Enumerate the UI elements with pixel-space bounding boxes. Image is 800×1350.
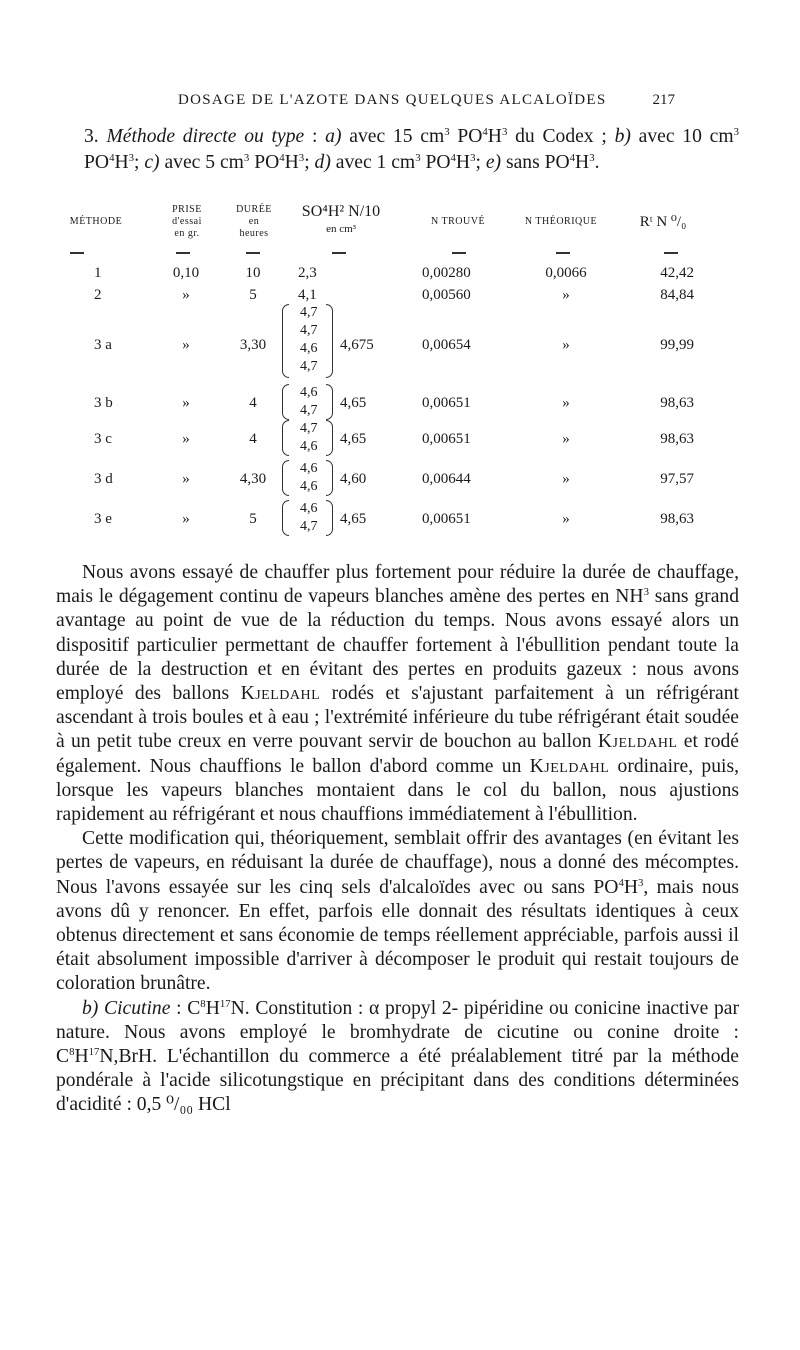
- text-run: N,BrH. L'échantillon du commerce a été préalablement titré par la méthode pondérale à l'acide silicotungstique en précipitant dans des conditions déterminées d'acidité : 0,5 ⁰/₀₀ HCl: [56, 1046, 739, 1116]
- intro-colon: :: [304, 126, 326, 147]
- row-rendement: 42,42: [660, 265, 694, 281]
- header-rule: [664, 252, 678, 254]
- so4h2-value: 4,6: [300, 479, 318, 494]
- text-run: , mais nous avons dû y renoncer. En effet, parfois elle donnait des résultats identiques à ceux obtenus directement et sans économie de temps réellement appréciable, parfois aussi il était absolument impossible d'arriver à décomposer le produit qui restait toujours de coloration brunâtre.: [56, 876, 739, 995]
- text-run: et rodé également. Nous chauffions le ballon d'abord comme un: [56, 731, 739, 777]
- intro-codex: du Codex ;: [507, 126, 615, 147]
- paragraph-heating: [56, 561, 739, 827]
- left-brace: [282, 384, 289, 420]
- right-brace: [326, 420, 333, 456]
- header-n-theorique: N THÉORIQUE: [524, 216, 598, 227]
- sup: 17: [88, 1046, 100, 1059]
- row-method: 3 e: [94, 511, 112, 527]
- item-label: b): [82, 997, 99, 1019]
- row-mean: 4,65: [340, 511, 367, 527]
- so4h2-value: 4,7: [300, 519, 318, 534]
- header-n-trouve: N TROUVÉ: [430, 216, 486, 227]
- row-rendement: 98,63: [660, 395, 694, 411]
- row-duree: 4: [249, 395, 257, 411]
- header-rule: [452, 252, 466, 254]
- author-name: Kjeldahl: [597, 731, 678, 753]
- sup: 3: [243, 152, 250, 164]
- results-table: [56, 196, 746, 536]
- chem: H: [575, 152, 590, 173]
- so4h2-value: 4,7: [300, 403, 318, 418]
- row-method: [94, 336, 112, 354]
- text-run: sans grand avantage au point de vue de la réduction du temps. Nous avons essayé alors un dispositif particulier permettant de chauffer fortement à l'ébullition pendant toute la durée de la destruction et en évitant des pertes en produits gazeux : nous avons employé des ballons: [56, 586, 739, 705]
- text-run: H: [623, 876, 638, 898]
- header-rule: [246, 252, 260, 254]
- so4h2-value: 4,6: [300, 501, 318, 516]
- header-rule: [332, 252, 346, 254]
- row-prise: »: [182, 337, 190, 353]
- body-text: [56, 561, 739, 1118]
- text-run: H: [74, 1046, 89, 1068]
- text-run: Cette modification qui, théoriquement, semblait offrir des avantages (en évitant les pertes de vapeurs, en réduisant la durée de chauffage), nous a donné des mécomptes. Nous l'avons essayée sur les cinq sels d'alcaloïdes avec ou sans PO: [56, 828, 739, 898]
- sup: 4: [618, 876, 624, 889]
- text-run: H: [205, 997, 220, 1019]
- row-method: 3 d: [94, 471, 113, 487]
- right-brace: [326, 500, 333, 536]
- row-n-trouve: 0,00651: [422, 431, 471, 447]
- row-so4h2-values: [300, 304, 318, 376]
- intro-d-label: d): [314, 152, 331, 173]
- running-title: DOSAGE DE L'AZOTE DANS QUELQUES ALCALOÏDES: [178, 92, 607, 108]
- sup: 3: [444, 126, 450, 138]
- intro-b-text: avec 10 cm: [630, 126, 734, 147]
- row-so4h2-values: [300, 420, 318, 456]
- header-so4h2: [286, 202, 396, 236]
- sup: 4: [279, 152, 285, 164]
- so4h2-value: 4,6: [300, 385, 318, 400]
- row-n-trouve: 0,00651: [422, 395, 471, 411]
- row-duree: 5: [249, 287, 257, 303]
- text-run: ordinaire, puis, lorsque les vapeurs blanches montaient dans le col du ballon, nous ajustions rapidement au réfrigérant et nous chauffions immédiatement à l'ébullition.: [56, 755, 739, 826]
- intro-b-label: b): [614, 126, 631, 147]
- row-n-theorique: 0,0066: [545, 265, 587, 281]
- row-so4h2-values: [300, 384, 318, 420]
- sep: ;: [304, 152, 315, 173]
- header-prise: [152, 204, 222, 240]
- header-rule: [70, 252, 84, 254]
- sep: ;: [475, 152, 486, 173]
- intro-d-text: avec 1 cm: [330, 152, 416, 173]
- chem: H: [284, 152, 299, 173]
- chem: PO: [84, 152, 110, 173]
- intro-a-label: a): [325, 126, 342, 147]
- left-brace: [282, 460, 289, 496]
- row-mean: 4,65: [340, 395, 367, 411]
- row-so4h2-values: [300, 500, 318, 536]
- header-so4h2-unit: en cm³: [326, 223, 356, 235]
- row-duree: 5: [249, 511, 257, 527]
- row-n-trouve: 0,00651: [422, 511, 471, 527]
- intro-title: Méthode directe ou type: [106, 126, 305, 147]
- header-rule: [556, 252, 570, 254]
- chem: H: [114, 152, 129, 173]
- sup: 3: [470, 152, 476, 164]
- row-n-theorique: »: [562, 431, 570, 447]
- header-duree-line: en: [248, 216, 260, 227]
- paragraph-cicutine: [56, 997, 739, 1118]
- right-brace: [326, 460, 333, 496]
- intro-a-text: avec 15 cm: [341, 126, 445, 147]
- row-n-trouve: 0,00560: [422, 287, 471, 303]
- paragraph-modification: [56, 827, 739, 996]
- intro-c-text: avec 5 cm: [159, 152, 244, 173]
- row-n-theorique: »: [562, 395, 570, 411]
- chem: PO: [249, 152, 280, 173]
- sup: 3: [589, 152, 595, 164]
- row-duree: 10: [245, 265, 261, 281]
- row-n-trouve: 0,00280: [422, 265, 471, 281]
- author-name: Kjeldahl: [529, 755, 610, 777]
- row-prise: 0,10: [172, 265, 200, 281]
- row-n-trouve: 0,00644: [422, 471, 471, 487]
- so4h2-value: 4,7: [300, 359, 318, 374]
- header-duree-line: heures: [239, 228, 269, 239]
- header-rendement: Rᵗ N ⁰/₀: [639, 214, 687, 230]
- header-prise-line: d'essai: [172, 216, 202, 227]
- so4h2-value: 4,6: [300, 461, 318, 476]
- row-prise: »: [182, 471, 190, 487]
- row-n-theorique: »: [562, 511, 570, 527]
- row-prise: »: [182, 287, 190, 303]
- row-rendement: 97,57: [660, 471, 694, 487]
- row-method: 3 c: [94, 431, 112, 447]
- intro-c-label: c): [144, 152, 160, 173]
- so4h2-value: 4,7: [300, 421, 318, 436]
- text-run: Nous avons essayé de chauffer plus fortement pour réduire la durée de chauffage, mais le dégagement continu de vapeurs blanches amène des pertes en NH: [56, 562, 739, 608]
- sup: 3: [298, 152, 305, 164]
- text-run: rodés et s'ajustant parfaitement à un réfrigérant ascendant à trois boules et à eau ; l'extrémité inférieure du tube réfrigérant était soudée à un petit tube creux en verre pouvant servir de bouchon au ballon: [56, 683, 739, 753]
- row-n-trouve: 0,00654: [422, 337, 471, 353]
- row-method-label: 3 a: [94, 337, 112, 353]
- compound-name: Cicutine: [98, 997, 171, 1019]
- sup: 3: [643, 586, 649, 599]
- method-intro: [56, 124, 739, 176]
- chem: PO: [420, 152, 451, 173]
- author-name: Kjeldahl: [240, 683, 321, 705]
- header-methode: MÉTHODE: [69, 216, 123, 227]
- row-mean: 4,65: [340, 431, 367, 447]
- intro-end: .: [594, 152, 600, 173]
- sup: 4: [109, 152, 115, 164]
- left-brace: [282, 420, 289, 456]
- row-rendement: 99,99: [660, 337, 694, 353]
- header-so4h2-text: SO⁴H² N/10: [301, 203, 381, 220]
- row-rendement: 98,63: [660, 511, 694, 527]
- right-brace: [326, 304, 333, 378]
- intro-e-text: sans PO: [501, 152, 570, 173]
- sup: 3: [128, 152, 134, 164]
- sup: 4: [569, 152, 576, 164]
- row-method: 3 b: [94, 395, 113, 411]
- header-duree: [224, 204, 284, 240]
- sep: ;: [134, 152, 145, 173]
- sup: 3: [501, 126, 508, 138]
- row-prise: »: [182, 431, 190, 447]
- row-method: 2: [94, 287, 102, 303]
- sup: 8: [200, 997, 206, 1010]
- row-so4h2: 2,3: [298, 265, 317, 281]
- row-n-theorique: »: [562, 287, 570, 303]
- so4h2-value: 4,7: [300, 305, 318, 320]
- header-rule: [176, 252, 190, 254]
- so4h2-value: 4,6: [300, 341, 318, 356]
- row-rendement: 84,84: [660, 287, 694, 303]
- row-mean: 4,675: [340, 337, 374, 353]
- sup: 4: [482, 126, 488, 138]
- row-n-theorique: »: [562, 337, 570, 353]
- running-head: [178, 92, 675, 114]
- header-prise-line: en gr.: [174, 228, 200, 239]
- text-run: : C: [170, 997, 201, 1019]
- row-prise: »: [182, 511, 190, 527]
- row-n-theorique: »: [562, 471, 570, 487]
- intro-e-label: e): [485, 152, 502, 173]
- row-duree: 4,30: [239, 471, 267, 487]
- intro-number: 3.: [84, 126, 99, 147]
- right-brace: [326, 384, 333, 420]
- header-prise-line: PRISE: [172, 204, 202, 215]
- left-brace: [282, 304, 289, 378]
- row-duree: 4: [249, 431, 257, 447]
- left-brace: [282, 500, 289, 536]
- sup: 3: [733, 126, 739, 138]
- row-prise: »: [182, 395, 190, 411]
- row-method: 1: [94, 265, 102, 281]
- chem: H: [455, 152, 471, 173]
- page-number: 217: [652, 92, 675, 108]
- text-run: N. Constitution : α propyl 2- pipéridine ou conicine inactive par nature. Nous avons employé le bromhydrate de cicutine ou conine droite : C: [56, 997, 739, 1068]
- sup: 3: [638, 876, 644, 889]
- row-mean: 4,60: [340, 471, 367, 487]
- sup: 3: [415, 152, 421, 164]
- so4h2-value: 4,7: [300, 323, 318, 338]
- chem: H: [487, 126, 502, 147]
- row-duree: 3,30: [239, 337, 267, 353]
- so4h2-value: 4,6: [300, 439, 318, 454]
- sup: 17: [219, 997, 231, 1010]
- sup: 8: [69, 1046, 75, 1059]
- chem: PO: [449, 126, 483, 147]
- row-rendement: 98,63: [660, 431, 694, 447]
- row-so4h2-values: [300, 460, 318, 496]
- row-so4h2: 4,1: [298, 287, 317, 303]
- sup: 4: [450, 152, 456, 164]
- header-duree-line: DURÉE: [236, 204, 272, 215]
